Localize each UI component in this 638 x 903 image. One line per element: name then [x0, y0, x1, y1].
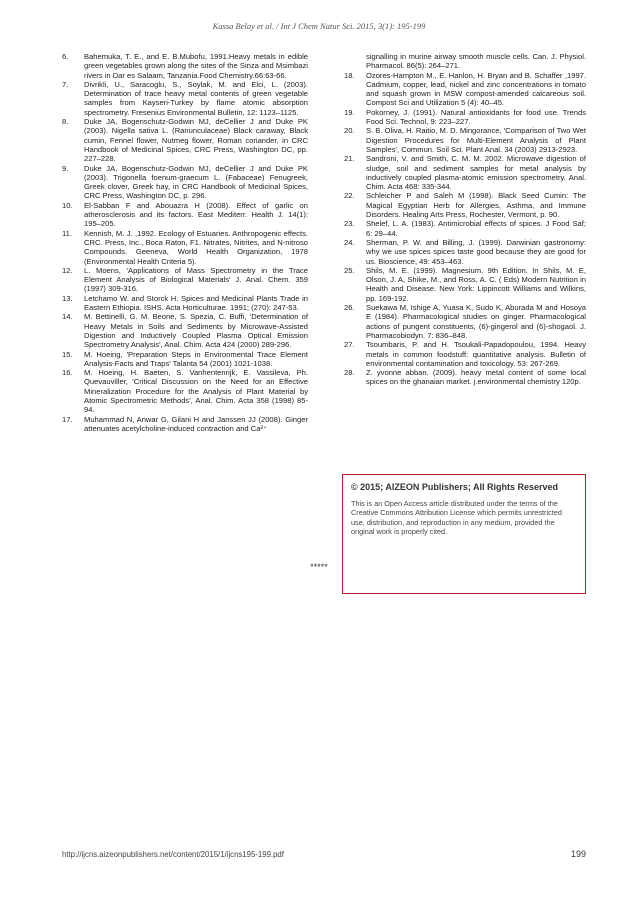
reference-text: Shelef, L. A. (1983). Antimicrobial effects of spices. J Food Saf; 6: 29–44.: [366, 219, 586, 238]
reference-continuation: signalling in murine airway smooth muscle cells. Can. J. Physiol. Pharmacol. 86(5): 264–271.: [366, 52, 586, 71]
reference-text: Muhammad N, Anwar G, Gilani H and Janssen JJ (2008). Ginger attenuates acetylcholine-induced contraction and Ca²⁺: [84, 414, 308, 433]
reference-number: 27.: [344, 340, 355, 350]
reference-item: [62, 117, 308, 163]
reference-number: 7.: [62, 79, 69, 89]
reference-text: Ozores-Hampton M., E. Hanlon, H. Bryan and B. Schaffer ,1997. Cadmium, copper, lead, nickel and zinc concentrations in tomato and squash grown in MSW compost-amended calcareous soil. Compost Sci and Utilization 5 (4): 40–45.: [366, 70, 586, 108]
reference-item: [344, 71, 586, 108]
reference-number: 25.: [344, 265, 355, 275]
reference-item: [62, 312, 308, 349]
reference-item: [344, 238, 586, 266]
reference-text: M. Hoeing, 'Preparation Steps in Environmental Trace Element Analysis-Facts and Traps' Talanta 54 (2001) 1021-1038.: [84, 349, 308, 368]
reference-item: [62, 80, 308, 117]
reference-text: Kennish, M. J. ,1992. Ecology of Estuaries. Anthropogenic effects. CRC. Press, Inc., Boca Raton, F1. Nitrates, Nitrites, and N-nitroso Compounds. Geeneva, World Health Organization, 1978 (Environmental Health Criteria 5).: [84, 228, 308, 266]
reference-number: 28.: [344, 368, 355, 378]
reference-number: 8.: [62, 117, 69, 127]
reference-text: S. B. Oliva, H. Raitio, M. D. Mingorance, 'Comparison of Two Wet Digestion Procedures for Multi-Element Analysis of Plant Samples', Commun. Soil Sci. Plant Anal. 34 (2003) 2913-2923.: [366, 126, 586, 154]
reference-text: Sandroni, V. and Smith, C. M. M. 2002. Microwave digestion of sludge, soil and sediment samples for metal analysis by inductively coupled plasma-atomic emission spectrometry. Anal. Chim. Acta 468: 335-344.: [366, 154, 586, 192]
reference-item: [62, 164, 308, 201]
reference-item: [344, 219, 586, 238]
reference-text: Letchamo W. and Storck H. Spices and Medicinal Plants Trade in Eastern Ethiopia. ISHS. Acta Horticulturae. 1991; (270): 247-53.: [84, 293, 308, 313]
reference-number: 6.: [62, 52, 69, 61]
reference-item: [344, 368, 586, 387]
reference-number: 9.: [62, 163, 69, 173]
reference-number: 18.: [344, 70, 355, 80]
reference-text: M. Bettinelli, G. M. Beone, S. Spezia, C. Buffi, 'Determination of Heavy Metals in Soils and Sediments by Microwave-Assisted Digestion and Inductively Coupled Plasma Optical Emission Spectrometry Analysis', Anal. Chim. Acta 424 (2000) 289-296.: [84, 312, 308, 350]
reference-number: 20.: [344, 126, 355, 136]
reference-item: [62, 350, 308, 369]
reference-text: Pokorney, J. (1991). Natural antioxidants for food use. Trends Food Sci. Technol, 9: 223–227.: [366, 107, 586, 127]
reference-item: [62, 229, 308, 266]
reference-text: El-Sabban F and Abouazra H (2008). Effect of garlic on atherosclerosis and its factors. East Mediterr. Health J. 14(1): 195–205.: [84, 200, 308, 229]
reference-text: Duke JA, Bogenschutz-Godwin MJ, deCellier J and Duke PK (2003). Trigonella foenum-graecum L. (Fabaceae) Fenugreek, Greek clover, Greek hay, in CRC Handbook of Medicinal Spices, CRC Press, Washington DC, p. 296.: [84, 163, 308, 201]
reference-item: [344, 108, 586, 127]
reference-item: [62, 294, 308, 313]
reference-text: Schleicher P and Saleh M (1998). Black Seed Cumin: The Magical Egyptian Herb for Allergies, Asthma, and Immune Disorders. Healing Arts Press, Rochester, Vermont, p. 90.: [366, 191, 586, 220]
reference-number: 11.: [62, 228, 72, 238]
reference-item: [62, 201, 308, 229]
end-separator: *****: [310, 562, 328, 572]
reference-item: [344, 303, 586, 340]
reference-text: Bahemuka, T. E., and E. B.Mubofu, 1991.Heavy metals in edible green vegetables grown along the sites of the Sinza and Msimbazi rivers in Dar es Salaam, Tanzania.Food Chemistry.66:63-66.: [84, 52, 308, 80]
page-number: 199: [570, 849, 586, 859]
reference-number: 23.: [344, 219, 355, 229]
license-text: This is an Open Access article distributed under the terms of the Creative Commons Attribution License which permits unrestricted use, distribution, and reproduction in any medium, provided the original work is properly cited.: [351, 499, 562, 537]
reference-number: 26.: [344, 303, 355, 313]
reference-number: 17.: [62, 414, 73, 424]
reference-text: Divrikli, U., Saracoglu, S., Soylak, M. and Elci, L. (2003). Determination of trace heavy metal contents of green vegetable samples from Kayseri-Turkey by flame atomic absorption spectrometry. Fresenius Environmental Bulletin, 12: 1123–1125.: [84, 79, 308, 117]
reference-number: 12.: [62, 265, 73, 275]
reference-text: M. Hoeing, H. Baeten, S. Vanhentenrijk, E. Vassileva, Ph. Quevauviller, 'Critical Discussion on the Need for an Effective Mineralization Procedure for the Analysis of Plant Material by Atomic Spectrometric Methods', Anal. Chim. Acta 358 (1998) 85-94.: [84, 368, 308, 415]
reference-text: Z. yvonne abban. (2009). heavy metal content of some local spices on the ghanaian market. j.environmental chemistry 120p.: [366, 368, 586, 387]
reference-number: 21.: [344, 154, 355, 164]
reference-item: [62, 52, 308, 80]
license-title: © 2015; AIZEON Publishers; All Rights Reserved: [351, 482, 559, 492]
reference-number: 15.: [62, 349, 73, 359]
reference-text: L. Moens, 'Applications of Mass Spectrometry in the Trace Element Analysis of Biological Materials' J. Anal. Chem. 359 (1997) 309-316.: [84, 265, 308, 294]
reference-item: [344, 126, 586, 154]
reference-number: 22.: [344, 191, 355, 201]
references-right-column: [344, 52, 586, 387]
reference-text: Suekawa M, Ishige A, Yuasa K, Sudo K, Aburada M and Hosoya E (1984). Pharmacological studies on ginger. Pharmacological actions of pungent constituents, (6)-gingerol and (6)-shogaol. J. Pharmacobiodyn. 7: 836–848.: [366, 303, 586, 340]
reference-item: [62, 415, 308, 434]
reference-item: [344, 266, 586, 303]
reference-text: Duke JA, Bogenschutz-Godwin MJ, deCellier J and Duke PK (2003). Nigella sativa L. (Ranunculaceae) Black caraway, Black cumin, Fennel flower, Nutmeg flower, Roman coriander, in CRC Handbook of Medicinal Spices, CRC Press, Washington DC, pp. 227–228.: [84, 117, 308, 164]
reference-number: 24.: [344, 237, 355, 247]
reference-number: 10.: [62, 200, 73, 210]
reference-item: [344, 340, 586, 368]
reference-number: 13.: [62, 293, 73, 303]
license-box: [342, 474, 586, 594]
reference-number: 14.: [62, 312, 73, 322]
reference-item: [344, 154, 586, 191]
reference-number: 19.: [344, 107, 355, 117]
reference-text: Tsoumbaris, P. and H. Tsoukali-Papadopoulou, 1994. Heavy metals in common foodstuff: quantitative analysis. Bulletin of environmental contamination and toxicology. 53: 267-269.: [366, 340, 586, 368]
reference-item: [62, 368, 308, 414]
references-left-column: [62, 52, 308, 433]
reference-item: [62, 266, 308, 294]
footer-url[interactable]: http://ijcns.aizeonpublishers.net/content/2015/1/ijcns195-199.pdf: [62, 850, 284, 859]
reference-text: Sherman, P. W. and Billing, J. (1999). Darwinian gastronomy: why we use spices spices taste good because they are good for us. Bioscience, 49: 453–463.: [366, 237, 586, 266]
reference-text: Shils, M. E. (1999). Magnesium. 9th Edition. In Shils, M. E, Olson, J. A, Shike, M., and Ross, A. C. ( Eds) Modern Nutrition in Health and Disease. New York: Lippincott Williams and Wilkins, pp. 169-192.: [366, 265, 586, 303]
reference-item: [344, 191, 586, 219]
reference-number: 16.: [62, 368, 73, 378]
running-header: Kassa Belay et al. / Int J Chem Natur Sci. 2015, 3(1): 195-199: [212, 21, 426, 31]
